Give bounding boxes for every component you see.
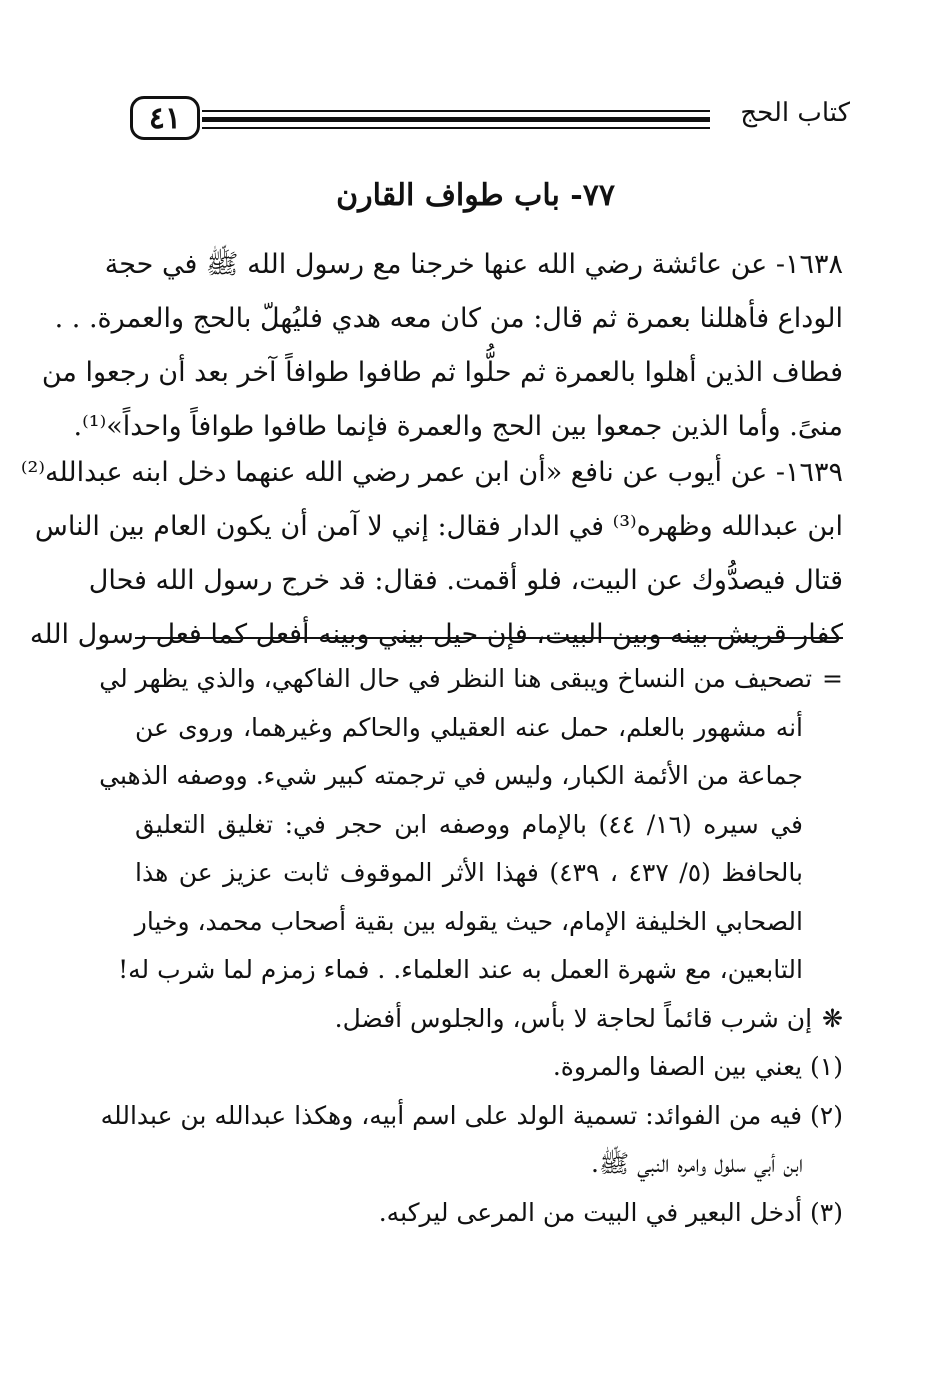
hadith-line: كفار قريش بينه وبين البيت، فإن حيل بيني وبينه أفعل كما فعل رسول الله: [29, 619, 843, 650]
footnote-text: إن شرب قائماً لحاجة لا بأس، والجلوس أفضل.: [334, 1003, 813, 1033]
chapter-title: ٧٧- باب طواف القارن: [336, 178, 615, 213]
footnote-line: الصحابي الخليفة الإمام، حيث يقوله بين بقية أصحاب محمد، وخيار: [134, 906, 803, 936]
hadith-line: الوداع فأهللنا بعمرة ثم قال: من كان معه هدي فليُهلّ بالحج والعمرة. . .: [54, 303, 843, 334]
footnote-text: تصحيف من النساخ ويبقى هنا النظر في حال الفاكهي، والذي يظهر لي: [99, 664, 813, 693]
hadith-1639: [20, 446, 843, 662]
footnotes: [99, 655, 843, 1237]
footnote-line: [135, 995, 843, 1044]
hadith-line: ابن عبدالله وظهره⁽³⁾ في الدار فقال: إني لا آمن أن يكون العام بين الناس: [34, 511, 843, 542]
page-number: ٤١: [130, 96, 200, 140]
footnote-line: في سيره (١٦/ ٤٤) بالإمام ووصفه ابن حجر في: تغليق التعليق: [135, 809, 803, 839]
footnote-line: بالحافظ (٥/ ٤٣٧ ، ٤٣٩) فهذا الأثر الموقوف ثابت عزيز عن هذا: [135, 858, 803, 887]
header-rule-top: [202, 110, 710, 112]
footnote-line: [99, 655, 843, 704]
hadith-line: قتال فيصدُّوك عن البيت، فلو أقمت. فقال: قد خرج رسول الله فحال: [88, 565, 843, 596]
hadith-line: فطاف الذين أهلوا بالعمرة ثم حلُّوا ثم طافوا طوافاً آخر بعد أن رجعوا من: [41, 357, 843, 388]
hadith-line: منىً. وأما الذين جمعوا بين الحج والعمرة فإنما طافوا طوافاً واحداً»⁽¹⁾.: [73, 411, 843, 442]
footnote-2-continuation: ابن أبي سلول وامره النبي ﷺ.: [591, 1149, 803, 1178]
book-title: كتاب الحج: [740, 98, 850, 128]
footnote-line: جماعة من الأئمة الكبار، وليس في ترجمته كبير شيء. ووصفه الذهبي: [99, 761, 803, 790]
page-header: [130, 92, 850, 150]
hadith-line: ١٦٣٩- عن أيوب عن نافع «أن ابن عمر رضي الله عنهما دخل ابنه عبدالله⁽²⁾: [20, 457, 843, 488]
footnote-line: التابعين، مع شهرة العمل به عند العلماء. . فماء زمزم لما شرب له!: [118, 955, 803, 984]
continuation-marker: =: [822, 664, 843, 693]
footnote-3: (٣) أدخل البعير في البيت من المرعى ليركبه.: [378, 1197, 843, 1227]
hadith-line: ١٦٣٨- عن عائشة رضي الله عنها خرجنا مع رسول الله ﷺ في حجة: [104, 249, 843, 280]
star-marker: ❋: [822, 1003, 843, 1033]
footnote-1: (١) يعني بين الصفا والمروة.: [552, 1052, 843, 1081]
header-rule-middle: [202, 117, 710, 122]
header-rule-bottom: [202, 127, 710, 129]
footnote-line: أنه مشهور بالعلم، حمل عنه العقيلي والحاكم وغيرهما، وروى عن: [135, 712, 803, 742]
hadith-1638: [41, 238, 843, 454]
footnote-2: (٢) فيه من الفوائد: تسمية الولد على اسم أبيه، وهكذا عبدالله بن عبدالله: [100, 1100, 843, 1130]
footnote-separator: [135, 637, 843, 639]
